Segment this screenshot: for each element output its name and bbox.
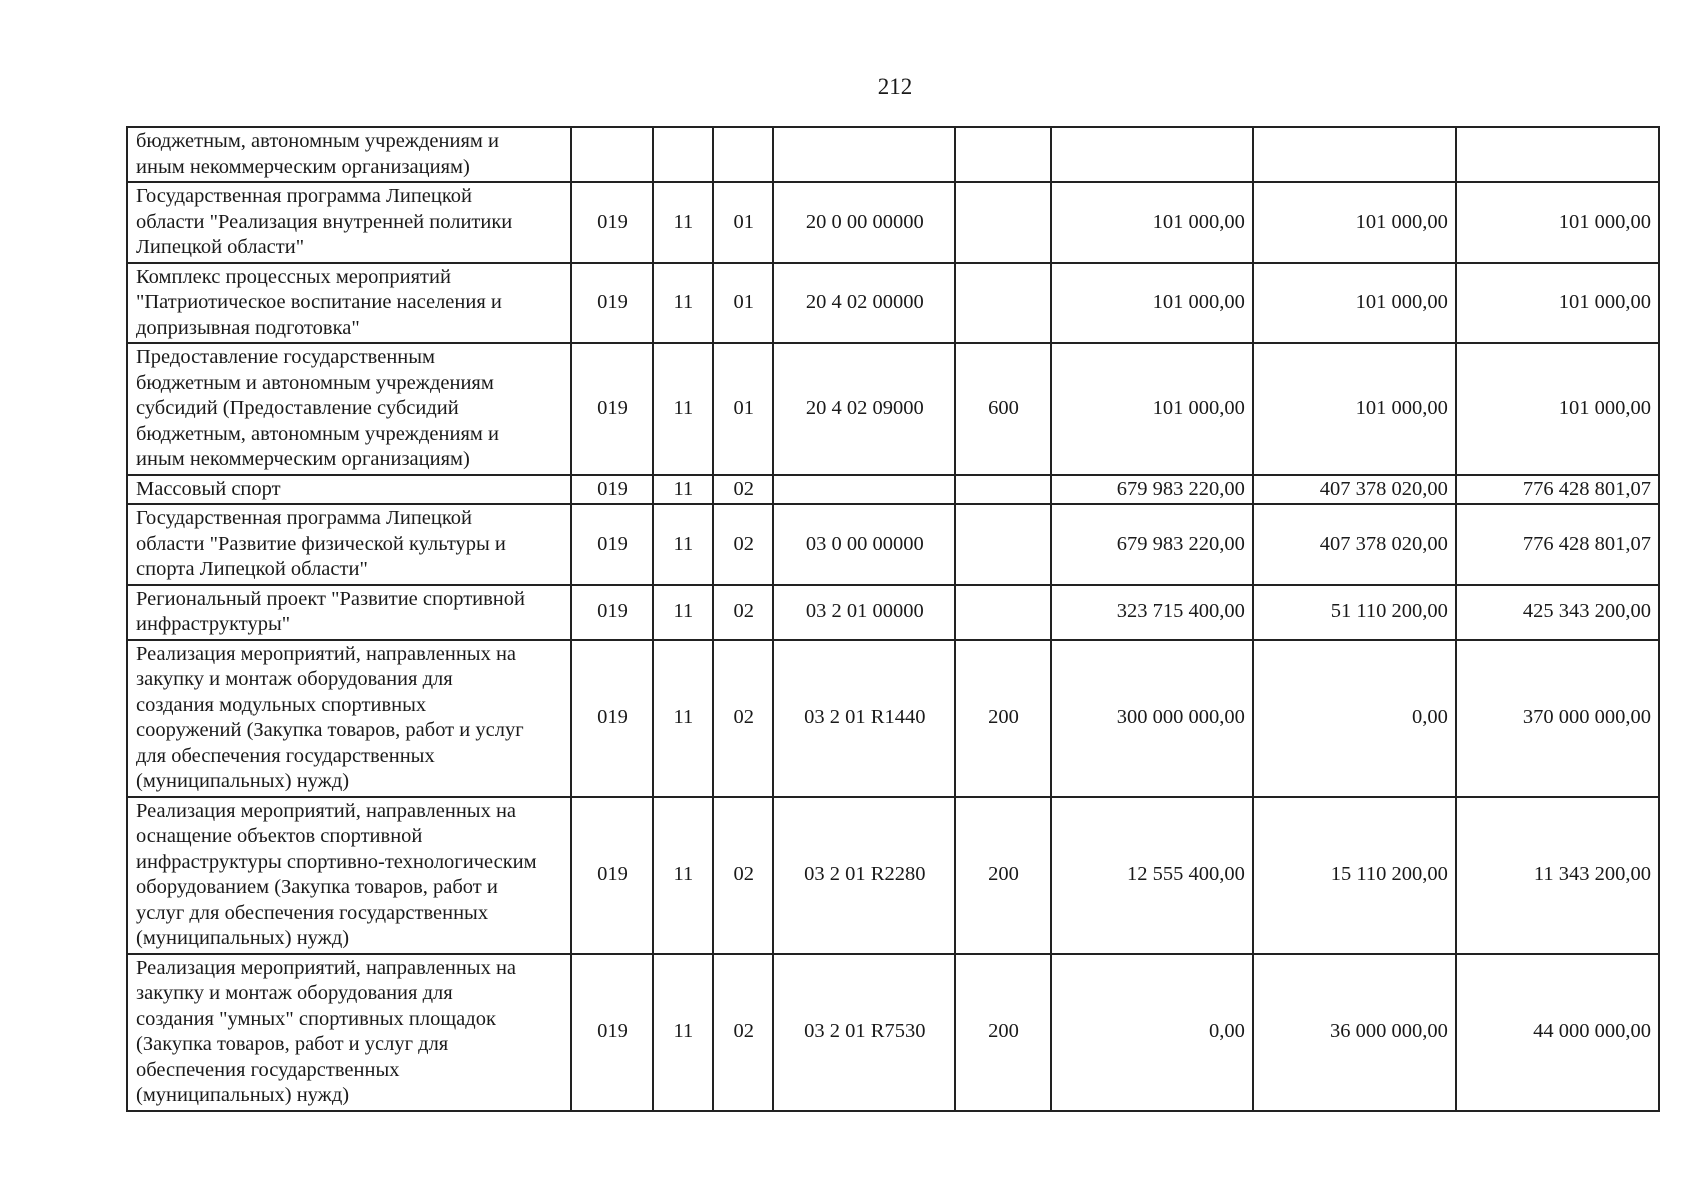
- code-pr: 02: [713, 797, 773, 954]
- amount-year-3: 101 000,00: [1456, 182, 1659, 263]
- code-pr: 02: [713, 585, 773, 640]
- amount-year-2: 407 378 020,00: [1253, 475, 1456, 505]
- amount-year-2: 15 110 200,00: [1253, 797, 1456, 954]
- amount-year-2: [1253, 127, 1456, 182]
- item-name: Государственная программа Липецкой области "Реализация внутренней политики Липецкой области": [127, 182, 571, 263]
- code-pr: 02: [713, 504, 773, 585]
- amount-year-2: 407 378 020,00: [1253, 504, 1456, 585]
- code-csr: 03 2 01 R2280: [773, 797, 955, 954]
- item-name: Комплекс процессных мероприятий "Патриотическое воспитание населения и допризывная подготовка": [127, 263, 571, 344]
- code-vr: [955, 127, 1050, 182]
- code-pr: 01: [713, 263, 773, 344]
- amount-year-3: 425 343 200,00: [1456, 585, 1659, 640]
- table-row: [127, 585, 1659, 640]
- code-rz: 11: [653, 954, 713, 1111]
- code-pr: 01: [713, 343, 773, 475]
- amount-year-3: 44 000 000,00: [1456, 954, 1659, 1111]
- code-rz: 11: [653, 182, 713, 263]
- item-name: Реализация мероприятий, направленных на закупку и монтаж оборудования для создания модульных спортивных сооружений (Закупка товаров, работ и услуг для обеспечения государственных (муниципальных) нужд): [127, 640, 571, 797]
- page-number: 212: [877, 74, 913, 99]
- code-rz: 11: [653, 640, 713, 797]
- code-rz: 11: [653, 343, 713, 475]
- code-rz: 11: [653, 504, 713, 585]
- code-csr: 03 0 00 00000: [773, 504, 955, 585]
- code-vr: [955, 585, 1050, 640]
- code-pr: [713, 127, 773, 182]
- code-vr: 200: [955, 954, 1050, 1111]
- code-csr: 03 2 01 R7530: [773, 954, 955, 1111]
- amount-year-1: 101 000,00: [1051, 263, 1253, 344]
- code-vr: [955, 182, 1050, 263]
- amount-year-1: 101 000,00: [1051, 343, 1253, 475]
- code-csr: 03 2 01 00000: [773, 585, 955, 640]
- item-name: Государственная программа Липецкой области "Развитие физической культуры и спорта Липецкой области": [127, 504, 571, 585]
- amount-year-3: 101 000,00: [1456, 343, 1659, 475]
- amount-year-3: [1456, 127, 1659, 182]
- table-row: [127, 504, 1659, 585]
- item-name: Массовый спорт: [127, 475, 571, 505]
- code-pr: 02: [713, 475, 773, 505]
- code-rz: 11: [653, 585, 713, 640]
- amount-year-3: 776 428 801,07: [1456, 504, 1659, 585]
- amount-year-2: 51 110 200,00: [1253, 585, 1456, 640]
- amount-year-3: 11 343 200,00: [1456, 797, 1659, 954]
- code-gr: 019: [571, 263, 652, 344]
- code-gr: 019: [571, 504, 652, 585]
- code-vr: [955, 475, 1050, 505]
- code-pr: 02: [713, 640, 773, 797]
- amount-year-1: 0,00: [1051, 954, 1253, 1111]
- table-row: [127, 797, 1659, 954]
- code-gr: 019: [571, 954, 652, 1111]
- amount-year-2: 101 000,00: [1253, 343, 1456, 475]
- code-gr: 019: [571, 585, 652, 640]
- item-name: Реализация мероприятий, направленных на закупку и монтаж оборудования для создания "умных" спортивных площадок (Закупка товаров, работ и услуг для обеспечения государственных (муниципальных) нужд): [127, 954, 571, 1111]
- code-rz: [653, 127, 713, 182]
- code-csr: [773, 475, 955, 505]
- amount-year-1: 101 000,00: [1051, 182, 1253, 263]
- table-row: [127, 182, 1659, 263]
- table-row: [127, 127, 1659, 182]
- code-vr: 200: [955, 797, 1050, 954]
- item-name: Реализация мероприятий, направленных на оснащение объектов спортивной инфраструктуры спортивно-технологическим оборудованием (Закупка товаров, работ и услуг для обеспечения государственных (муниципальных) нужд): [127, 797, 571, 954]
- code-vr: [955, 504, 1050, 585]
- amount-year-1: 300 000 000,00: [1051, 640, 1253, 797]
- amount-year-2: 101 000,00: [1253, 263, 1456, 344]
- code-rz: 11: [653, 797, 713, 954]
- amount-year-3: 370 000 000,00: [1456, 640, 1659, 797]
- code-csr: 03 2 01 R1440: [773, 640, 955, 797]
- code-gr: 019: [571, 475, 652, 505]
- code-pr: 02: [713, 954, 773, 1111]
- code-gr: 019: [571, 343, 652, 475]
- code-pr: 01: [713, 182, 773, 263]
- table-row: [127, 343, 1659, 475]
- amount-year-1: 12 555 400,00: [1051, 797, 1253, 954]
- code-vr: [955, 263, 1050, 344]
- table-row: [127, 954, 1659, 1111]
- code-csr: 20 4 02 09000: [773, 343, 955, 475]
- table-body: [127, 127, 1659, 1111]
- budget-table: [126, 126, 1660, 1112]
- code-csr: 20 4 02 00000: [773, 263, 955, 344]
- amount-year-1: 679 983 220,00: [1051, 475, 1253, 505]
- table-row: [127, 263, 1659, 344]
- code-gr: 019: [571, 182, 652, 263]
- code-vr: 600: [955, 343, 1050, 475]
- code-rz: 11: [653, 263, 713, 344]
- item-name: Предоставление государственным бюджетным и автономным учреждениям субсидий (Предоставление субсидий бюджетным, автономным учреждениям и иным некоммерческим организациям): [127, 343, 571, 475]
- code-vr: 200: [955, 640, 1050, 797]
- amount-year-1: [1051, 127, 1253, 182]
- amount-year-2: 0,00: [1253, 640, 1456, 797]
- item-name: бюджетным, автономным учреждениям и иным некоммерческим организациям): [127, 127, 571, 182]
- amount-year-2: 101 000,00: [1253, 182, 1456, 263]
- amount-year-3: 776 428 801,07: [1456, 475, 1659, 505]
- table-row: [127, 475, 1659, 505]
- amount-year-2: 36 000 000,00: [1253, 954, 1456, 1111]
- code-gr: 019: [571, 797, 652, 954]
- amount-year-1: 323 715 400,00: [1051, 585, 1253, 640]
- amount-year-3: 101 000,00: [1456, 263, 1659, 344]
- amount-year-1: 679 983 220,00: [1051, 504, 1253, 585]
- code-gr: 019: [571, 640, 652, 797]
- code-csr: [773, 127, 955, 182]
- table-row: [127, 640, 1659, 797]
- code-csr: 20 0 00 00000: [773, 182, 955, 263]
- item-name: Региональный проект "Развитие спортивной инфраструктуры": [127, 585, 571, 640]
- code-gr: [571, 127, 652, 182]
- code-rz: 11: [653, 475, 713, 505]
